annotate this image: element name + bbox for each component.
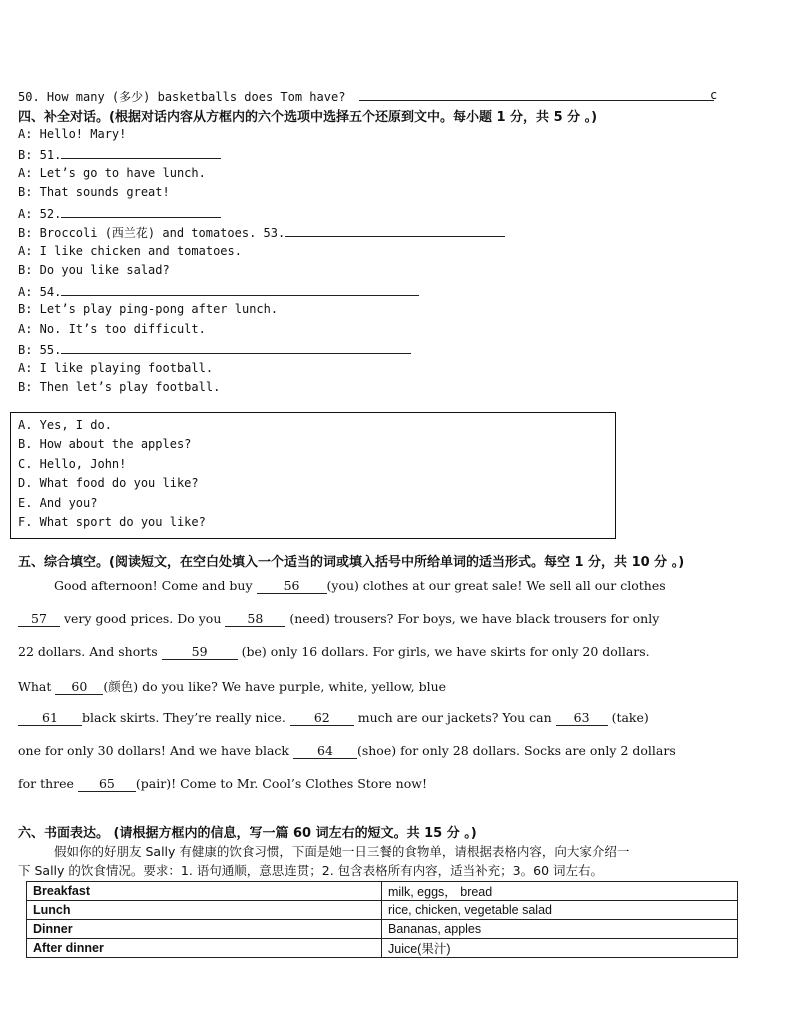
dialog-line-text: B: Broccoli (西兰花) and tomatoes. 53. [18, 226, 286, 240]
meal-food: rice, chicken, vegetable salad [382, 901, 738, 920]
dialog-line-text: B: 51. [18, 148, 62, 162]
cloze-text: (you) clothes at our great sale! We sell all our clothes [326, 578, 666, 593]
cloze-text: black skirts. They’re really nice. [82, 710, 290, 725]
option-f: F. What sport do you like? [18, 515, 206, 529]
cloze-line [18, 743, 733, 759]
dialog-line: A: Let’s go to have lunch. [18, 166, 206, 180]
cloze-text: (take) [607, 710, 649, 725]
cloze-text: (颜色) do you like? We have purple, white, yellow, blue [103, 679, 447, 694]
dialog-line [18, 341, 411, 357]
cloze-text: What [18, 679, 56, 694]
cloze-line [18, 710, 733, 726]
table-row [27, 920, 738, 939]
option-e: E. And you? [18, 496, 98, 510]
meal-name: After dinner [27, 939, 382, 958]
table-row [27, 901, 738, 920]
option-a: A. Yes, I do. [18, 418, 112, 432]
meal-food: Bananas, apples [382, 920, 738, 939]
cloze-text: one for only 30 dollars! And we have black [18, 743, 293, 758]
question-50-text: 50. How many (多少) basketballs does Tom have? [18, 90, 346, 104]
meal-food: milk, eggs， bread [382, 882, 738, 901]
cloze-blank-63[interactable]: 63 [556, 711, 608, 726]
cloze-text: 22 dollars. And shorts [18, 644, 162, 659]
dialog-line: A: No. It’s too difficult. [18, 322, 206, 336]
question-50 [18, 88, 718, 105]
cloze-blank-56[interactable]: 56 [257, 579, 327, 594]
cloze-text: (need) trousers? For boys, we have black trousers for only [285, 611, 660, 626]
dialog-line: B: That sounds great! [18, 185, 170, 199]
cloze-text: for three [18, 776, 78, 791]
cloze-blank-65[interactable]: 65 [78, 777, 136, 792]
answer-blank-50[interactable] [359, 88, 714, 101]
dialog-line-text: A: 52. [18, 207, 62, 221]
cloze-text: much are our jackets? You can [353, 710, 556, 725]
cloze-blank-58[interactable]: 58 [225, 612, 285, 627]
dialog-line: A: I like playing football. [18, 361, 214, 375]
cloze-line [18, 611, 733, 627]
cloze-line [18, 644, 733, 660]
answer-blank-54[interactable] [61, 283, 419, 296]
meal-name: Dinner [27, 920, 382, 939]
cloze-line [18, 578, 733, 594]
dialog-line-text: A: 54. [18, 285, 62, 299]
writing-intro-line-1: 假如你的好朋友 Sally 有健康的饮食习惯，下面是她一日三餐的食物单，请根据表格内容，向大家介绍一 [54, 844, 630, 859]
meal-name: Lunch [27, 901, 382, 920]
cloze-blank-59[interactable]: 59 [162, 645, 238, 660]
answer-blank-53[interactable] [285, 224, 505, 237]
dialog-line: A: Hello! Mary! [18, 127, 127, 141]
section-4-heading: 四、补全对话。(根据对话内容从方框内的六个选项中选择五个还原到文中。每小题 1 分，共 5 分 。) [18, 110, 598, 125]
meal-name: Breakfast [27, 882, 382, 901]
section-5-heading: 五、综合填空。(阅读短文，在空白处填入一个适当的词或填入括号中所给单词的适当形式。每空 1 分，共 10 分 。) [18, 555, 685, 570]
dialog-line [18, 224, 505, 241]
options-box [10, 412, 616, 539]
dialog-line [18, 205, 221, 221]
question-50-answer: c [710, 88, 718, 102]
option-d: D. What food do you like? [18, 476, 199, 490]
dialog-line [18, 146, 221, 162]
table-row [27, 939, 738, 958]
cloze-text: Good afternoon! Come and buy [54, 578, 257, 593]
cloze-blank-64[interactable]: 64 [293, 744, 357, 759]
cloze-text: (pair)! Come to Mr. Cool’s Clothes Store now! [135, 776, 427, 791]
section-6-heading: 六、书面表达。 (请根据方框内的信息，写一篇 60 词左右的短文。共 15 分 。) [18, 826, 477, 841]
cloze-blank-61[interactable]: 61 [18, 711, 82, 726]
dialog-line [18, 283, 419, 299]
meal-table [26, 881, 738, 958]
dialog-line: B: Let’s play ping-pong after lunch. [18, 302, 279, 316]
cloze-blank-57[interactable]: 57 [18, 612, 60, 627]
answer-blank-51[interactable] [61, 146, 221, 159]
cloze-text: (shoe) for only 28 dollars. Socks are only 2 dollars [356, 743, 676, 758]
option-b: B. How about the apples? [18, 437, 192, 451]
answer-blank-52[interactable] [61, 205, 221, 218]
table-row [27, 882, 738, 901]
writing-intro-line-2: 下 Sally 的饮食情况。要求：1. 语句通顺，意思连贯；2. 包含表格所有内容，适当补充；3。60 词左右。 [18, 863, 604, 878]
cloze-line [18, 776, 733, 792]
dialog-line: B: Do you like salad? [18, 263, 170, 277]
dialog-line: B: Then let’s play football. [18, 380, 221, 394]
dialog-line-text: B: 55. [18, 343, 62, 357]
answer-blank-55[interactable] [61, 341, 411, 354]
option-c: C. Hello, John! [18, 457, 127, 471]
meal-food: Juice(果汁) [382, 939, 738, 958]
cloze-line [18, 677, 733, 695]
dialog-line: A: I like chicken and tomatoes. [18, 244, 242, 258]
cloze-blank-62[interactable]: 62 [290, 711, 354, 726]
cloze-blank-60[interactable]: 60 [55, 680, 103, 695]
cloze-text: very good prices. Do you [60, 611, 226, 626]
cloze-text: (be) only 16 dollars. For girls, we have skirts for only 20 dollars. [237, 644, 650, 659]
